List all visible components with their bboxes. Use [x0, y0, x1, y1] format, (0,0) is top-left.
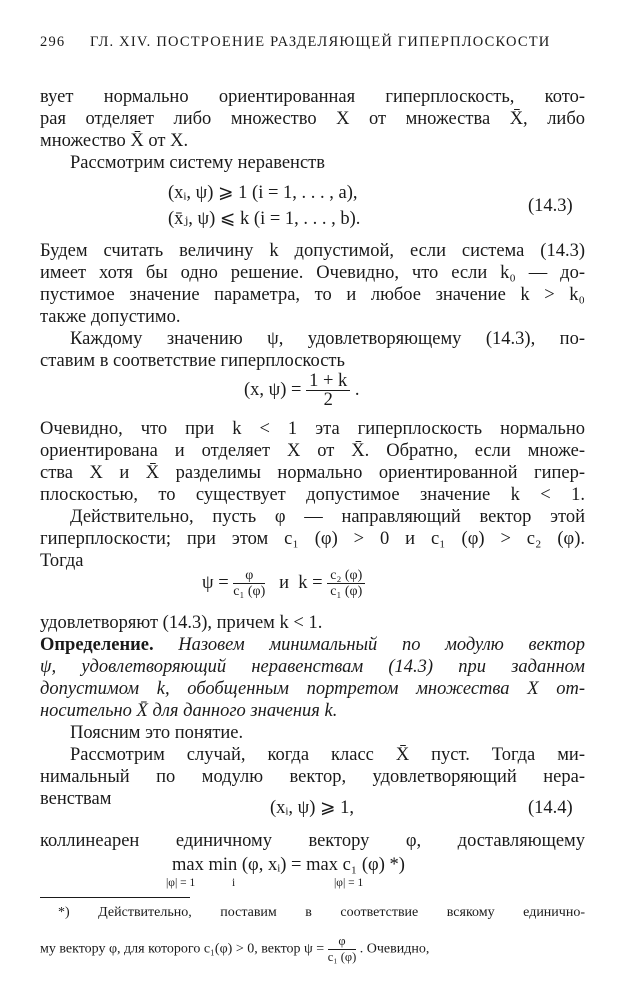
definition-label: Определение.: [40, 635, 154, 655]
footnote-text: . Очевидно,: [359, 941, 430, 957]
text-line: коллинеарен единичному вектору φ, доставляющему: [40, 831, 585, 851]
text-line: гиперплоскости; при этом c₁ (φ) > 0 и c₁ (φ) > c₂ (φ).: [40, 529, 585, 549]
text-line: удовлетворяют (14.3), причем k < 1.: [40, 613, 323, 633]
text-line: Будем считать величину k допустимой, если система (14.3): [40, 241, 585, 261]
equation-lhs: (x, ψ) =: [244, 379, 302, 400]
text-line: Рассмотрим случай, когда класс X̄ пуст. Тогда ми-: [70, 745, 585, 765]
fraction-denominator: 2: [323, 390, 333, 410]
definition-line: носительно X̄ для данного значения k.: [40, 701, 338, 721]
fraction: [328, 934, 357, 965]
fraction-numerator: 1 + k: [306, 372, 350, 391]
definition-line: ψ, удовлетворяющий неравенствам (14.3) при заданном: [40, 657, 585, 677]
text-line: Очевидно, что при k < 1 эта гиперплоскость нормально: [40, 419, 585, 439]
subscript: |φ| = 1: [334, 877, 364, 889]
footnote-line: [40, 934, 429, 965]
text-line: имеет хотя бы одно решение. Очевидно, что если k₀ — до-: [40, 263, 585, 283]
fraction-numerator: φ: [328, 934, 357, 950]
hyperplane-equation: [244, 372, 360, 409]
subscript: |φ| = 1: [166, 877, 196, 889]
conjunction: и: [279, 572, 290, 593]
text-line: ориентирована и отделяет X от X̄. Обратно, если множе-: [40, 441, 585, 461]
text-line: вует нормально ориентированная гиперплоскость, кото-: [40, 87, 585, 107]
text-line: пустимое значение параметра, то и любое значение k > k₀: [40, 285, 585, 305]
system-row-1: (xᵢ, ψ) ⩾ 1 (i = 1, . . . , a),: [168, 183, 358, 203]
equation-end: .: [354, 379, 360, 400]
text-line: Поясним это понятие.: [70, 723, 244, 743]
fraction-denominator: c₁ (φ): [327, 950, 357, 964]
definition-line: [40, 634, 585, 656]
inequality-14-4: (xᵢ, ψ) ⩾ 1,: [270, 798, 355, 818]
fraction-numerator: c₂ (φ): [327, 568, 365, 584]
psi-k-equation: [202, 568, 365, 599]
footnote-rule: [40, 897, 190, 898]
text-line: Действительно, пусть φ — направляющий вектор этой: [70, 507, 585, 527]
footnote-text: му вектору φ, для которого c₁(φ) > 0, вектор ψ =: [40, 941, 325, 957]
text-line: плоскостью, то существует допустимое значение k < 1.: [40, 485, 585, 505]
page-number: 296: [40, 34, 66, 50]
fraction: [306, 372, 350, 409]
running-title: ГЛ. XIV. ПОСТРОЕНИЕ РАЗДЕЛЯЮЩЕЙ ГИПЕРПЛОСКОСТИ: [90, 34, 551, 50]
equation-number: (14.3): [528, 196, 573, 216]
fraction: [233, 568, 265, 599]
equation-lhs: k =: [298, 572, 323, 593]
fraction-numerator: φ: [233, 568, 265, 584]
text-line: ставим в соответствие гиперплоскость: [40, 351, 345, 371]
fraction-denominator: c₁ (φ): [330, 584, 363, 599]
text-line: Каждому значению ψ, удовлетворяющему (14.3), по-: [70, 329, 585, 349]
equation-number: (14.4): [528, 798, 573, 818]
definition-text: Назовем минимальный по модулю вектор: [178, 635, 585, 655]
text-line: ства X и X̄ разделимы нормально ориентированной гипер-: [40, 463, 585, 483]
text-line: нимальный по модулю вектор, удовлетворяющий нера-: [40, 767, 585, 787]
text-line: Тогда: [40, 551, 84, 571]
system-row-2: (x̄ⱼ, ψ) ⩽ k (i = 1, . . . , b).: [168, 209, 361, 229]
definition-line: допустимом k, обобщенным портретом множества X от-: [40, 679, 585, 699]
text-line: Рассмотрим систему неравенств: [70, 153, 325, 173]
maxmin-equation: max min (φ, xᵢ) = max c₁ (φ) *): [172, 855, 405, 875]
text-line: также допустимо.: [40, 307, 181, 327]
text-line: венствам: [40, 789, 112, 809]
text-line: рая отделяет либо множество X от множества X̄, либо: [40, 109, 585, 129]
equation-lhs: ψ =: [202, 572, 229, 593]
fraction-denominator: c₁ (φ): [233, 584, 266, 599]
subscript: i: [232, 877, 236, 889]
footnote-line: *) Действительно, поставим в соответствие всякому единично-: [58, 905, 585, 920]
fraction: [327, 568, 365, 599]
text-line: множество X̄ от X.: [40, 131, 189, 151]
